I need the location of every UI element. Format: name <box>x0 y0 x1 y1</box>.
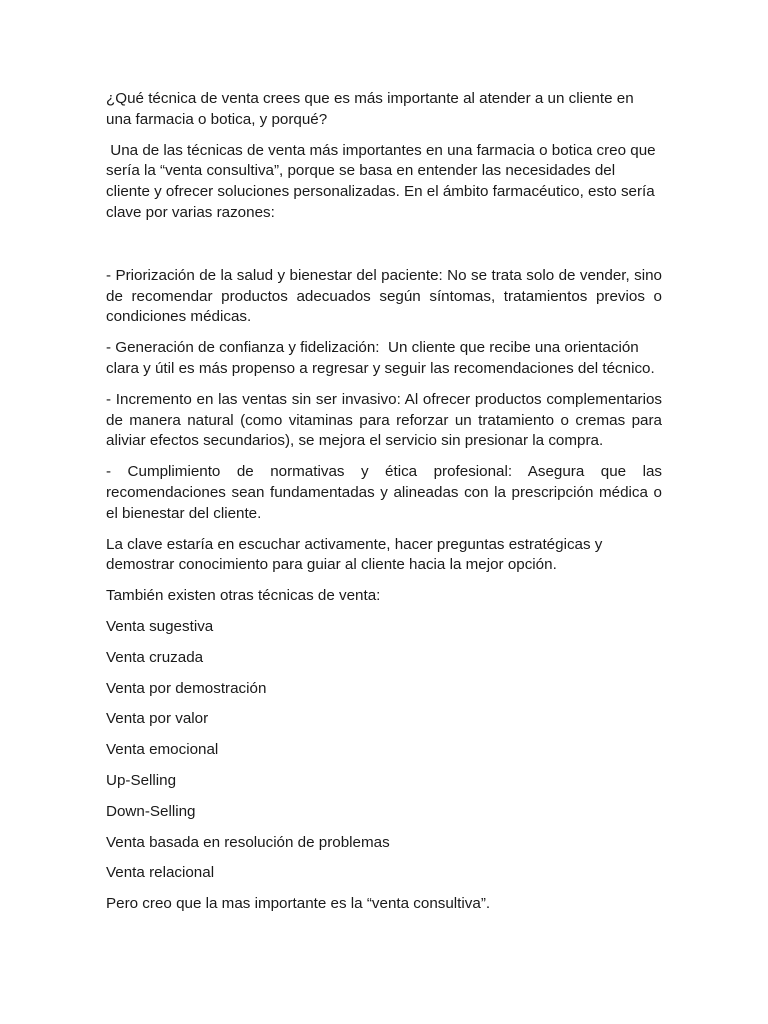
intro-paragraph: Una de las técnicas de venta más importantes en una farmacia o botica creo que sería la “venta consultiva”, porque se basa en entender las necesidades del cliente y ofrecer soluciones personalizadas. En el ámbito farmacéutico, esto sería clave por varias razones: <box>106 141 660 221</box>
other-techniques-intro: También existen otras técnicas de venta: <box>106 587 381 605</box>
technique-item: Venta basada en resolución de problemas <box>106 833 390 851</box>
technique-item: Venta sugestiva <box>106 617 214 635</box>
reason-paragraph-trust: - Generación de confianza y fidelización: Un cliente que recibe una orientación clara y útil es más propenso a regresar y seguir las recomendaciones del técnico. <box>106 339 655 377</box>
document-page <box>106 89 662 925</box>
technique-item: Venta relacional <box>106 864 215 882</box>
technique-item: Venta cruzada <box>106 648 204 666</box>
technique-item: Up-Selling <box>106 771 177 789</box>
reason-paragraph-sales: - Incremento en las ventas sin ser invasivo: Al ofrecer productos complementarios de manera natural (como vitaminas para reforzar un tratamiento o cremas para aliviar efectos secundarios), se mejora el servicio sin presionar la compra. <box>106 390 662 450</box>
technique-item: Venta por valor <box>106 710 209 728</box>
conclusion-paragraph: Pero creo que la mas importante es la “venta consultiva”. <box>106 895 491 913</box>
technique-item: Venta emocional <box>106 741 219 759</box>
blank-line <box>106 234 662 266</box>
technique-item: Down-Selling <box>106 802 196 820</box>
reason-paragraph-health: - Priorización de la salud y bienestar del paciente: No se trata solo de vender, sino de recomendar productos adecuados según síntomas, tratamientos previos o condiciones médicas. <box>106 266 662 326</box>
question-paragraph: ¿Qué técnica de venta crees que es más importante al atender a un cliente en una farmacia o botica, y porqué? <box>106 90 634 128</box>
key-point-paragraph: La clave estaría en escuchar activamente, hacer preguntas estratégicas y demostrar conocimiento para guiar al cliente hacia la mejor opción. <box>106 535 603 574</box>
reason-paragraph-ethics: - Cumplimiento de normativas y ética profesional: Asegura que las recomendaciones sean fundamentadas y alineadas con la prescripción médica o el bienestar del cliente. <box>106 463 662 522</box>
technique-item: Venta por demostración <box>106 679 267 697</box>
